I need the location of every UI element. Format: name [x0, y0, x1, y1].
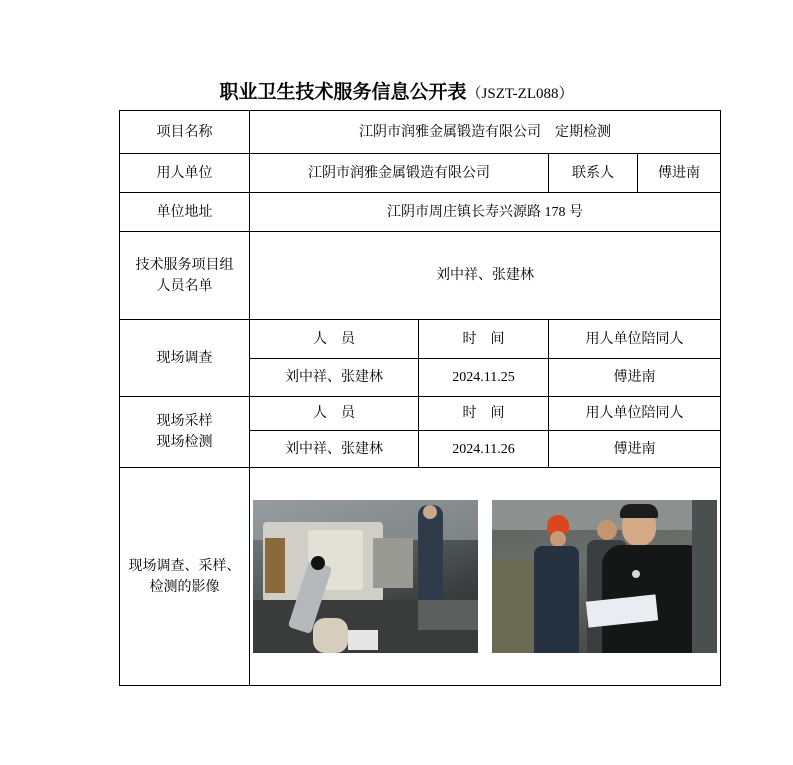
images-label [120, 468, 250, 686]
title-main: 职业卫生技术服务信息公开表 [219, 81, 467, 103]
sampling-col-time: 时 间 [419, 397, 549, 431]
team-label-line2: 人员名单 [156, 277, 213, 294]
images-label-line2: 检测的影像 [149, 578, 220, 595]
page-title [0, 77, 793, 104]
sampling-time: 2024.11.26 [419, 431, 549, 468]
survey-escort: 傅进南 [549, 359, 721, 397]
sampling-col-escort: 用人单位陪同人 [549, 397, 721, 431]
row-project-name [120, 111, 721, 154]
site-photo-people [492, 500, 717, 653]
survey-time: 2024.11.25 [419, 359, 549, 397]
employer-label: 用人单位 [120, 154, 250, 193]
address-value: 江阴市周庄镇长寿兴源路 178 号 [250, 193, 721, 232]
info-table [119, 110, 721, 686]
survey-personnel: 刘中祥、张建林 [250, 359, 419, 397]
employer-value: 江阴市润雅金属锻造有限公司 [250, 154, 549, 193]
site-photo-lathe [253, 500, 478, 653]
contact-value: 傅进南 [638, 154, 721, 193]
survey-label: 现场调查 [120, 320, 250, 397]
photo-strip [250, 500, 720, 653]
sampling-label-line1: 现场采样 [156, 413, 213, 429]
project-name-label: 项目名称 [120, 111, 250, 154]
team-value: 刘中祥、张建林 [250, 232, 721, 320]
row-sampling-header [120, 397, 721, 431]
survey-col-time: 时 间 [419, 320, 549, 359]
team-label [120, 232, 250, 320]
row-team [120, 232, 721, 320]
row-address [120, 193, 721, 232]
survey-col-personnel: 人 员 [250, 320, 419, 359]
address-label: 单位地址 [120, 193, 250, 232]
row-employer [120, 154, 721, 193]
sampling-personnel: 刘中祥、张建林 [250, 431, 419, 468]
project-name-value: 江阴市润雅金属锻造有限公司 定期检测 [250, 111, 721, 154]
images-label-line1: 现场调查、采样、 [128, 557, 241, 574]
sampling-col-personnel: 人 员 [250, 397, 419, 431]
row-survey-header [120, 320, 721, 359]
sampling-label [120, 397, 250, 468]
sampling-escort: 傅进南 [549, 431, 721, 468]
contact-label: 联系人 [549, 154, 638, 193]
survey-col-escort: 用人单位陪同人 [549, 320, 721, 359]
sampling-label-line2: 现场检测 [156, 434, 213, 450]
images-cell [250, 468, 721, 686]
row-images [120, 468, 721, 686]
team-label-line1: 技术服务项目组 [135, 256, 234, 273]
title-code: （JSZT-ZL088） [466, 86, 574, 102]
